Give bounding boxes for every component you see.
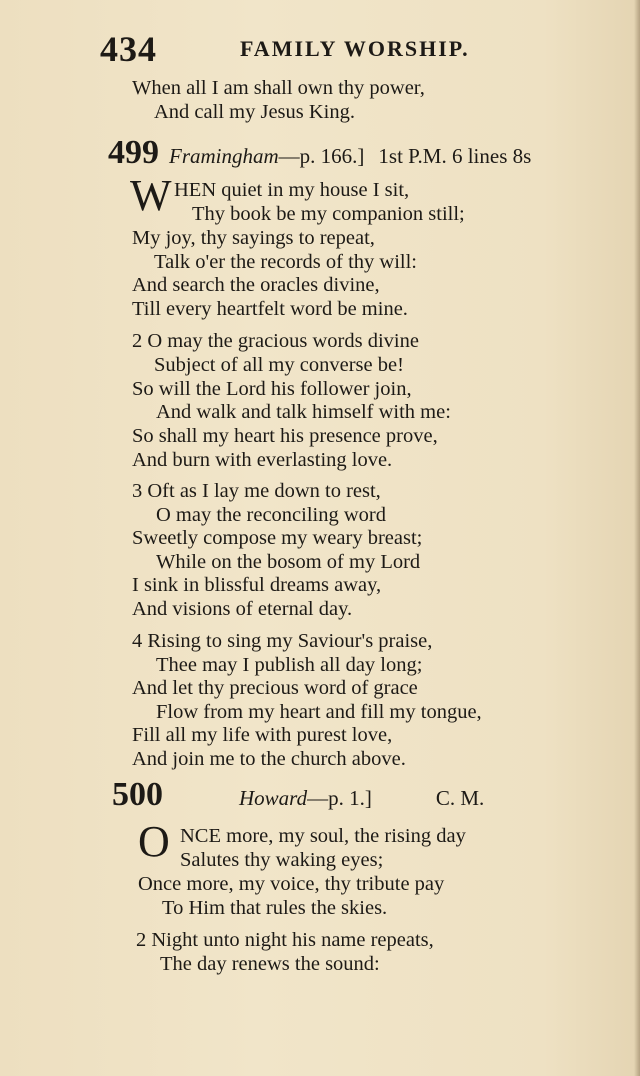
verse-line: So shall my heart his presence prove, — [132, 425, 438, 447]
verse-line: Once more, my voice, thy tribute pay — [138, 873, 445, 895]
verse-line: 3 Oft as I lay me down to rest, — [132, 480, 381, 502]
verse-line: And let thy precious word of grace — [132, 677, 418, 699]
hymn-number: 499 — [108, 134, 159, 171]
verse-line: I sink in blissful dreams away, — [132, 574, 382, 596]
verse-line: And walk and talk himself with me: — [156, 401, 451, 423]
verse-line: Salutes thy waking eyes; — [180, 849, 384, 871]
tune-name: Howard — [239, 786, 308, 810]
verse-line: Talk o'er the records of thy will: — [154, 251, 417, 273]
tune-reference: —p. 166.] — [278, 144, 365, 168]
page-edge-shadow — [634, 0, 640, 1076]
verse-line: Thee may I publish all day long; — [156, 654, 423, 676]
verse-line: And burn with everlasting love. — [132, 449, 393, 471]
verse-line: 2 Night unto night his name repeats, — [136, 929, 434, 951]
verse-line: Fill all my life with purest love, — [132, 724, 393, 746]
page-header — [100, 28, 540, 68]
verse-line: My joy, thy sayings to repeat, — [132, 227, 375, 249]
verse-line: And join me to the church above. — [132, 748, 406, 770]
verse-line: So will the Lord his follower join, — [132, 378, 412, 400]
hymn-500-heading — [112, 776, 484, 814]
hymn-499-heading — [108, 134, 531, 172]
verse-line: HEN quiet in my house I sit, — [174, 179, 410, 201]
verse-line: Till every heartfelt word be mine. — [132, 298, 408, 320]
verse-line: Subject of all my converse be! — [154, 354, 404, 376]
tune-name: Framingham — [169, 144, 279, 168]
page-number: 434 — [100, 29, 157, 69]
verse-line: To Him that rules the skies. — [162, 897, 388, 919]
hymn-number: 500 — [112, 776, 163, 813]
carryover-line: When all I am shall own thy power, — [132, 77, 425, 99]
verse-line: O may the reconciling word — [156, 504, 386, 526]
meter: 1st P.M. 6 lines 8s — [378, 144, 532, 168]
verse-line: Sweetly compose my weary breast; — [132, 527, 423, 549]
verse-line: 4 Rising to sing my Saviour's praise, — [132, 630, 433, 652]
running-head: FAMILY WORSHIP. — [240, 36, 470, 61]
verse-line: Flow from my heart and fill my tongue, — [156, 701, 482, 723]
tune-reference: —p. 1.] — [307, 786, 372, 810]
carryover-line: And call my Jesus King. — [154, 101, 355, 123]
verse-line: Thy book be my companion still; — [192, 203, 465, 225]
verse-line: While on the bosom of my Lord — [156, 551, 421, 573]
verse-line: 2 O may the gracious words divine — [132, 330, 419, 352]
verse-line: The day renews the sound: — [160, 953, 380, 975]
meter: C. M. — [435, 786, 485, 810]
verse-line: And search the oracles divine, — [132, 274, 380, 296]
drop-cap: O — [138, 817, 170, 866]
verse-line: NCE more, my soul, the rising day — [180, 825, 466, 847]
verse-line: And visions of eternal day. — [132, 598, 353, 620]
drop-cap: W — [130, 171, 172, 220]
